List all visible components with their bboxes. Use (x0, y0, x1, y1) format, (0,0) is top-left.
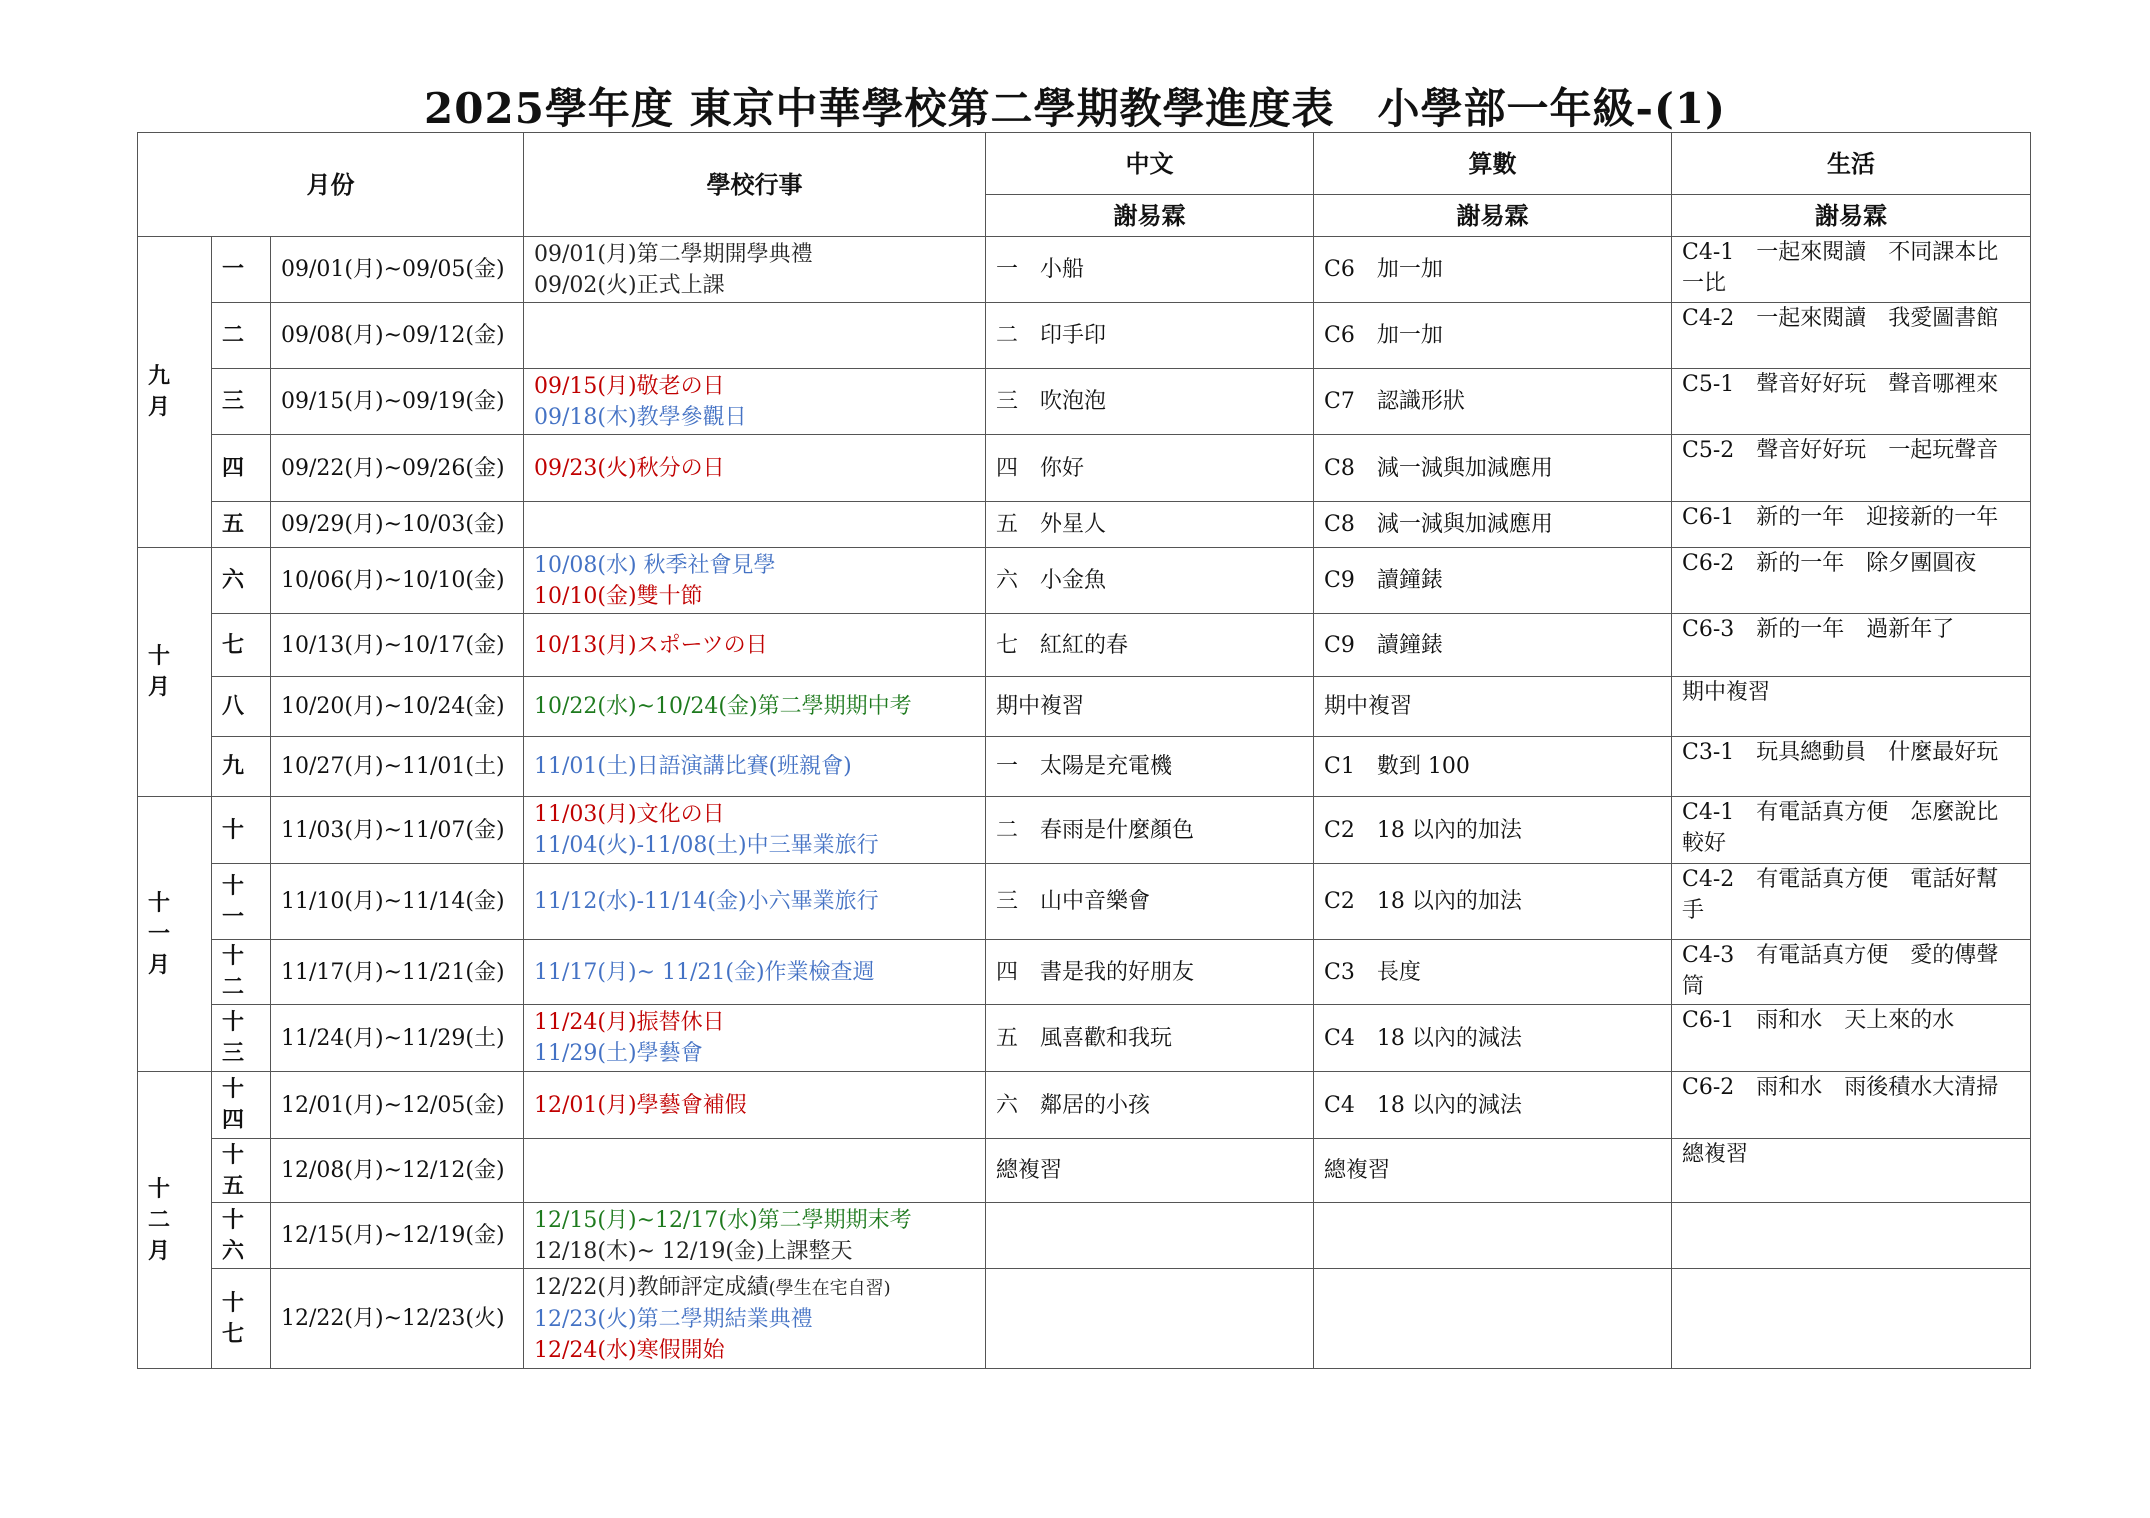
math-lesson: C9 讀鐘錶 (1314, 548, 1672, 614)
week-number: 十 一 (212, 864, 271, 940)
week-number: 三 (212, 369, 271, 435)
life-lesson: C4-1 有電話真方便 怎麼說比較好 (1672, 797, 2031, 864)
school-events (524, 1139, 986, 1203)
math-lesson: C2 18 以內的加法 (1314, 797, 1672, 864)
week-number: 十 二 (212, 940, 271, 1005)
chinese-lesson: 六 小金魚 (986, 548, 1314, 614)
week-row (138, 864, 2031, 940)
month-label: 九 月 (138, 237, 212, 548)
event-text: 11/29(土)學藝會 (534, 1041, 703, 1066)
math-lesson: C7 認識形狀 (1314, 369, 1672, 435)
school-events (524, 237, 986, 303)
schedule-table (137, 132, 2031, 1369)
event-item (534, 453, 975, 484)
life-lesson: C6-2 新的一年 除夕團圓夜 (1672, 548, 2031, 614)
event-text: 11/24(月)振替休日 (534, 1010, 725, 1035)
month-label: 十 一 月 (138, 797, 212, 1072)
life-lesson: C5-2 聲音好好玩 一起玩聲音 (1672, 435, 2031, 502)
life-lesson: C4-1 一起來閱讀 不同課本比一比 (1672, 237, 2031, 303)
week-dates: 11/17(月)~11/21(金) (271, 940, 524, 1005)
chinese-lesson: 一 太陽是充電機 (986, 737, 1314, 797)
week-dates: 12/01(月)~12/05(金) (271, 1072, 524, 1139)
week-row (138, 614, 2031, 677)
chinese-lesson: 五 風喜歡和我玩 (986, 1005, 1314, 1072)
life-lesson: 期中複習 (1672, 677, 2031, 737)
life-lesson: C4-3 有電話真方便 愛的傳聲筒 (1672, 940, 2031, 1005)
week-number: 十 四 (212, 1072, 271, 1139)
school-events (524, 940, 986, 1005)
life-lesson: C3-1 玩具總動員 什麼最好玩 (1672, 737, 2031, 797)
event-item (534, 1007, 975, 1038)
month-label: 十 二 月 (138, 1072, 212, 1369)
teacher-chinese: 謝易霖 (986, 195, 1314, 237)
week-dates: 09/15(月)~09/19(金) (271, 369, 524, 435)
week-number: 七 (212, 614, 271, 677)
event-text: 12/23(火)第二學期結業典禮 (534, 1306, 813, 1332)
week-row (138, 1139, 2031, 1203)
week-dates: 11/24(月)~11/29(土) (271, 1005, 524, 1072)
math-lesson: C9 讀鐘錶 (1314, 614, 1672, 677)
event-item (534, 1304, 975, 1335)
event-text: 12/18(木)~ 12/19(金)上課整天 (534, 1238, 853, 1264)
event-item (534, 1038, 975, 1069)
event-text: 10/22(水)~10/24(金)第二學期期中考 (534, 694, 912, 719)
math-lesson (1314, 1269, 1672, 1369)
math-lesson (1314, 1203, 1672, 1269)
chinese-lesson: 二 春雨是什麼顏色 (986, 797, 1314, 864)
chinese-lesson: 四 書是我的好朋友 (986, 940, 1314, 1005)
school-events (524, 677, 986, 737)
life-lesson: C4-2 有電話真方便 電話好幫手 (1672, 864, 2031, 940)
week-dates: 11/03(月)~11/07(金) (271, 797, 524, 864)
chinese-lesson: 四 你好 (986, 435, 1314, 502)
event-text: 11/03(月)文化の日 (534, 802, 725, 827)
event-item (534, 1236, 975, 1267)
header-events: 學校行事 (524, 133, 986, 237)
week-number: 二 (212, 303, 271, 369)
event-item (534, 1205, 975, 1236)
life-lesson: C6-1 新的一年 迎接新的一年 (1672, 502, 2031, 548)
week-dates: 09/01(月)~09/05(金) (271, 237, 524, 303)
event-text: 12/22(月)教師評定成績 (534, 1274, 769, 1300)
week-dates: 09/08(月)~09/12(金) (271, 303, 524, 369)
event-text: 10/10(金)雙十節 (534, 583, 703, 609)
event-text: 10/13(月)スポーツの日 (534, 632, 768, 658)
header-chinese: 中文 (986, 133, 1314, 195)
math-lesson: C2 18 以內的加法 (1314, 864, 1672, 940)
week-row (138, 1269, 2031, 1369)
chinese-lesson: 三 山中音樂會 (986, 864, 1314, 940)
life-lesson (1672, 1203, 2031, 1269)
chinese-lesson (986, 1203, 1314, 1269)
school-events (524, 797, 986, 864)
event-item (534, 402, 975, 433)
week-row (138, 369, 2031, 435)
event-item (534, 270, 975, 301)
week-row (138, 435, 2031, 502)
week-number: 九 (212, 737, 271, 797)
week-row (138, 1203, 2031, 1269)
event-item (534, 581, 975, 612)
week-dates: 09/29(月)~10/03(金) (271, 502, 524, 548)
life-lesson: 總複習 (1672, 1139, 2031, 1203)
week-dates: 10/20(月)~10/24(金) (271, 677, 524, 737)
chinese-lesson: 一 小船 (986, 237, 1314, 303)
week-row (138, 237, 2031, 303)
week-row (138, 1005, 2031, 1072)
week-number: 十 三 (212, 1005, 271, 1072)
event-item (534, 830, 975, 861)
week-row (138, 940, 2031, 1005)
math-lesson: C1 數到 100 (1314, 737, 1672, 797)
header-month: 月份 (138, 133, 524, 237)
event-item (534, 1272, 975, 1304)
life-lesson: C5-1 聲音好好玩 聲音哪裡來 (1672, 369, 2031, 435)
event-text: 11/01(土)日語演講比賽(班親會) (534, 754, 852, 779)
week-number: 一 (212, 237, 271, 303)
event-text: 09/23(火)秋分の日 (534, 455, 725, 481)
week-row (138, 548, 2031, 614)
event-item (534, 751, 975, 782)
week-dates: 12/22(月)~12/23(火) (271, 1269, 524, 1369)
week-row (138, 502, 2031, 548)
life-lesson: C6-1 雨和水 天上來的水 (1672, 1005, 2031, 1072)
chinese-lesson: 總複習 (986, 1139, 1314, 1203)
event-text: 09/18(木)教學參觀日 (534, 404, 747, 430)
event-item (534, 550, 975, 581)
school-events (524, 614, 986, 677)
header-row (138, 133, 2031, 195)
week-dates: 10/13(月)~10/17(金) (271, 614, 524, 677)
week-row (138, 1072, 2031, 1139)
chinese-lesson (986, 1269, 1314, 1369)
school-events (524, 435, 986, 502)
chinese-lesson: 二 印手印 (986, 303, 1314, 369)
event-item (534, 1335, 975, 1366)
school-events (524, 303, 986, 369)
week-row (138, 797, 2031, 864)
school-events (524, 1269, 986, 1369)
school-events (524, 1005, 986, 1072)
teacher-life: 謝易霖 (1672, 195, 2031, 237)
event-item (534, 886, 975, 917)
week-row (138, 737, 2031, 797)
event-text: 10/08(水) 秋季社會見學 (534, 552, 776, 578)
school-events (524, 1203, 986, 1269)
event-text: 09/02(火)正式上課 (534, 272, 725, 298)
event-text: 09/01(月)第二學期開學典禮 (534, 241, 813, 267)
math-lesson: C6 加一加 (1314, 303, 1672, 369)
event-text: 11/04(火)-11/08(土)中三畢業旅行 (534, 833, 879, 858)
event-text: 11/17(月)~ 11/21(金)作業檢查週 (534, 959, 875, 985)
schedule-body (138, 237, 2031, 1369)
event-item (534, 239, 975, 270)
chinese-lesson: 三 吹泡泡 (986, 369, 1314, 435)
life-lesson (1672, 1269, 2031, 1369)
event-text: 12/24(水)寒假開始 (534, 1337, 725, 1363)
teacher-math: 謝易霖 (1314, 195, 1672, 237)
event-note: (學生在宅自習) (768, 1277, 891, 1299)
math-lesson: C4 18 以內的減法 (1314, 1072, 1672, 1139)
week-number: 四 (212, 435, 271, 502)
chinese-lesson: 期中複習 (986, 677, 1314, 737)
math-lesson: 期中複習 (1314, 677, 1672, 737)
math-lesson: C4 18 以內的減法 (1314, 1005, 1672, 1072)
math-lesson: C8 減一減與加減應用 (1314, 502, 1672, 548)
event-item (534, 630, 975, 661)
life-lesson: C6-2 雨和水 雨後積水大清掃 (1672, 1072, 2031, 1139)
event-item (534, 371, 975, 402)
math-lesson: C3 長度 (1314, 940, 1672, 1005)
event-item (534, 691, 975, 722)
header-math: 算數 (1314, 133, 1672, 195)
week-dates: 12/15(月)~12/19(金) (271, 1203, 524, 1269)
math-lesson: C8 減一減與加減應用 (1314, 435, 1672, 502)
week-dates: 09/22(月)~09/26(金) (271, 435, 524, 502)
school-events (524, 502, 986, 548)
week-number: 十 五 (212, 1139, 271, 1203)
week-dates: 10/06(月)~10/10(金) (271, 548, 524, 614)
event-text: 12/01(月)學藝會補假 (534, 1092, 747, 1118)
week-row (138, 303, 2031, 369)
chinese-lesson: 七 紅紅的春 (986, 614, 1314, 677)
week-number: 六 (212, 548, 271, 614)
week-number: 十 六 (212, 1203, 271, 1269)
week-number: 八 (212, 677, 271, 737)
event-item (534, 799, 975, 830)
page-title: 2025學年度 東京中華學校第二學期教學進度表 小學部一年級-(1) (424, 84, 1726, 133)
school-events (524, 737, 986, 797)
week-dates: 11/10(月)~11/14(金) (271, 864, 524, 940)
week-dates: 10/27(月)~11/01(土) (271, 737, 524, 797)
school-events (524, 1072, 986, 1139)
event-text: 09/15(月)敬老の日 (534, 373, 725, 399)
life-lesson: C4-2 一起來閱讀 我愛圖書館 (1672, 303, 2031, 369)
math-lesson: 總複習 (1314, 1139, 1672, 1203)
math-lesson: C6 加一加 (1314, 237, 1672, 303)
school-events (524, 369, 986, 435)
event-item (534, 957, 975, 988)
school-events (524, 864, 986, 940)
week-number: 十 七 (212, 1269, 271, 1369)
event-item (534, 1090, 975, 1121)
event-text: 11/12(水)-11/14(金)小六畢業旅行 (534, 889, 879, 914)
chinese-lesson: 六 鄰居的小孩 (986, 1072, 1314, 1139)
week-number: 五 (212, 502, 271, 548)
header-life: 生活 (1672, 133, 2031, 195)
event-text: 12/15(月)~12/17(水)第二學期期末考 (534, 1207, 912, 1233)
week-row (138, 677, 2031, 737)
month-label: 十 月 (138, 548, 212, 797)
week-dates: 12/08(月)~12/12(金) (271, 1139, 524, 1203)
school-events (524, 548, 986, 614)
week-number: 十 (212, 797, 271, 864)
life-lesson: C6-3 新的一年 過新年了 (1672, 614, 2031, 677)
chinese-lesson: 五 外星人 (986, 502, 1314, 548)
